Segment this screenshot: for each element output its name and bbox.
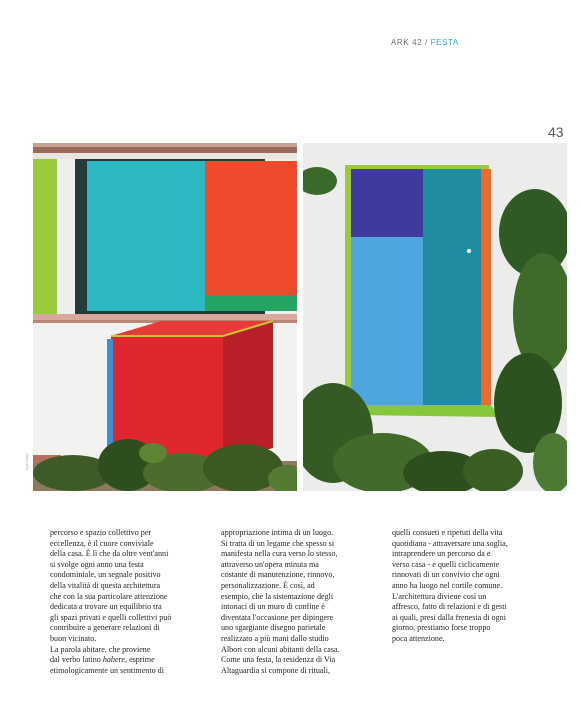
photo-painted-wall-left [33,143,297,491]
body-line: Come una festa, la residenza di Via [221,655,336,665]
body-line: buon vicinato. [50,633,97,643]
painted-wall-illustration-right [303,143,567,491]
body-line: appropriazione intima di un luogo. [221,528,334,537]
magazine-issue: ARK 42 [391,38,423,47]
text-column-1 [50,528,202,676]
section-name: FESTA [430,38,459,47]
header-separator: / [422,38,431,47]
body-line: ai quali, presi dalla frenesia di ogni [392,612,506,622]
body-line: quotidiana - attraversare una soglia, [392,538,508,548]
body-line: realizzato a più mani dallo studio [221,633,329,643]
body-line: Si tratta di un legame che spesso si [221,538,335,548]
body-line: La parola abitare, che proviene [50,644,151,654]
body-line: della casa. È lì che da oltre vent'anni [50,549,169,559]
photo-painted-wall-right [303,143,567,491]
body-line: giorno, prestiamo forse troppo [392,623,491,633]
body-line: attraverso un'opera minuta ma [221,559,319,569]
photo-credit: Studio Albori [25,453,29,470]
body-line: esempio, che la sistemazione degli [221,591,334,601]
body-line: uno sgargiante disegno parietale [221,623,326,633]
italic-term: habere [102,655,126,665]
body-line: costante di manutenzione, rinnovo, [221,570,335,580]
body-line: poca attenzione. [392,633,445,643]
body-line: verso casa - e quelli ciclicamente [392,559,500,569]
body-line: quelli consueti e ripetuti della vita [392,528,503,537]
body-line: rinnovati di un convivio che ogni [392,570,500,580]
body-text: dal verbo latino [50,655,101,665]
body-line-with-italic [50,655,202,666]
body-line: manifesta nella cura verso lo stesso, [221,549,338,559]
body-line: etimologicamente un sentimento di [50,665,164,675]
body-line: che con la sua particolare attenzione [50,591,168,601]
body-line: affresco, fatto di relazioni e di gesti [392,602,507,612]
body-line: Albori con alcuni abitanti della casa. [221,644,340,654]
body-line: anno ha luogo nel cortile comune. [392,580,503,590]
body-line: personalizzazione. È così, ad [221,580,315,590]
running-header [391,38,459,47]
body-text: , esprime [125,655,155,665]
body-line: percorso e spazio collettivo per [50,528,152,537]
page-number: 43 [548,124,564,140]
text-column-2 [221,528,373,676]
body-line: eccellenza, è il cuore conviviale [50,538,154,548]
body-line: intraprendere un percorso da e [392,549,491,559]
body-line: gli spazi privati e quelli collettivi può [50,612,172,622]
body-line: L'architettura diviene così un [392,591,487,601]
painted-wall-illustration-left [33,143,297,491]
body-line: della vitalità di questa architettura [50,580,161,590]
body-line: intonaci di un muro di confine è [221,602,325,612]
body-line: diventata l'occasione per dipingere [221,612,334,622]
body-line: condominiale, un segnale positivo [50,570,161,580]
body-line: Altaguardia si compone di rituali, [221,665,331,675]
body-line: dedicata a trovare un equilibrio tra [50,602,162,612]
body-line: contribuire a generare relazioni di [50,623,160,633]
text-column-3 [392,528,544,645]
body-line: si svolge ogni anno una festa [50,559,144,569]
